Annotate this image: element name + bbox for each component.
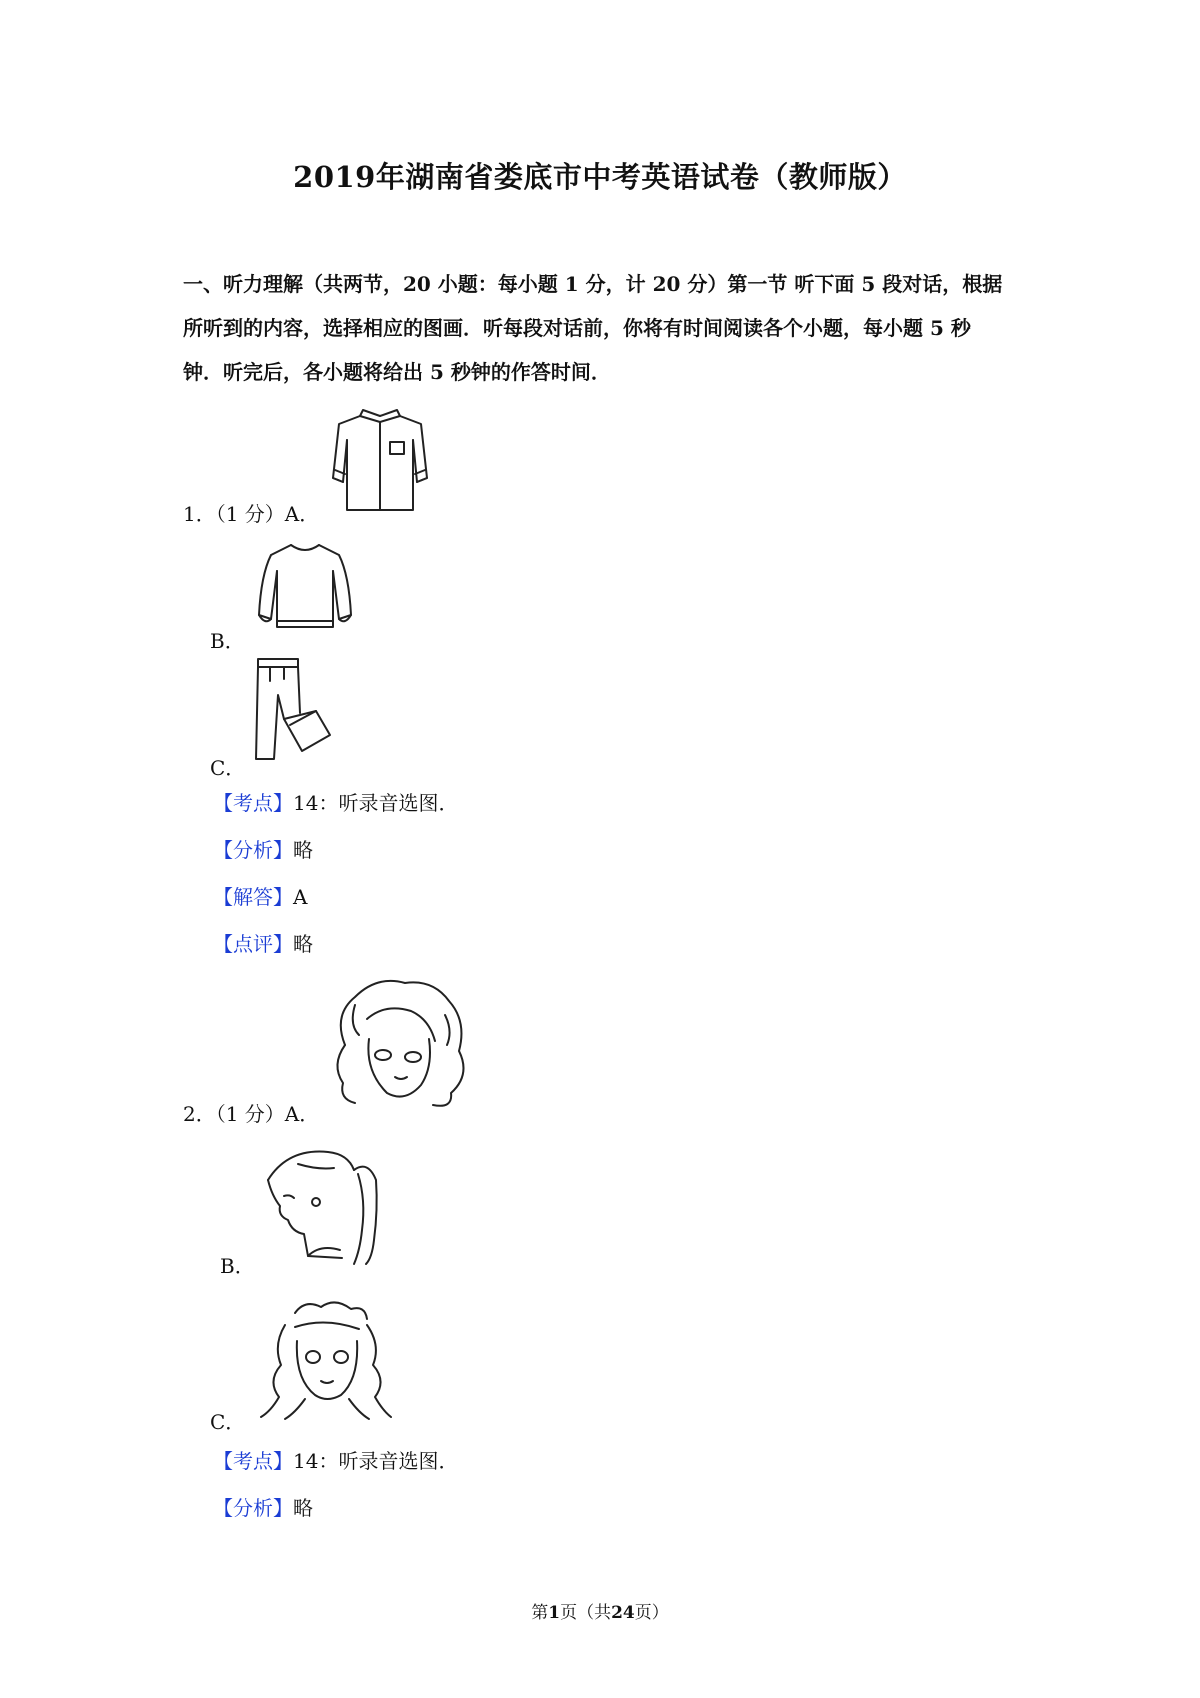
page-total: 24 [611,1603,635,1623]
shirt-icon [325,408,435,518]
trousers-icon [250,655,340,765]
q1-fenxi: 【分析】略 [213,838,313,862]
page-number: 1 [548,1603,561,1623]
section-instructions-line-3: 钟．听完后，各小题将给出 5 秒钟的作答时间． [183,360,611,384]
question-2-stem: 2．（1 分）A． [183,1102,320,1126]
q1-kaodian: 【考点】14：听录音选图． [213,791,459,815]
question-1-option-c: C． [210,756,246,780]
question-1-stem: 1．（1 分）A． [183,502,320,526]
q2-fenxi: 【分析】略 [213,1496,313,1520]
question-2-option-c: C． [210,1410,246,1434]
curly-hair-girl-icon [325,975,475,1115]
question-1-option-b: B． [210,629,245,653]
question-2-option-b: B． [220,1254,255,1278]
document-title: 2019年湖南省娄底市中考英语试卷（教师版） [293,160,907,194]
q2-kaodian: 【考点】14：听录音选图． [213,1449,459,1473]
sweater-icon [255,535,355,635]
section-instructions-line-2: 所听到的内容，选择相应的图画．听每段对话前，你将有时间阅读各个小题，每小题 5 秒 [183,316,971,340]
ponytail-girl-icon [258,1140,388,1270]
wavy-hair-girl-icon [255,1295,395,1425]
q1-jieda: 【解答】A [213,885,308,909]
q1-dianping: 【点评】略 [213,932,313,956]
section-instructions-line-1: 一、听力理解（共两节，20 小题：每小题 1 分，计 20 分）第一节 听下面 5 段对话，根据 [183,272,1003,296]
page-footer: 第1页（共24页） [531,1603,669,1623]
